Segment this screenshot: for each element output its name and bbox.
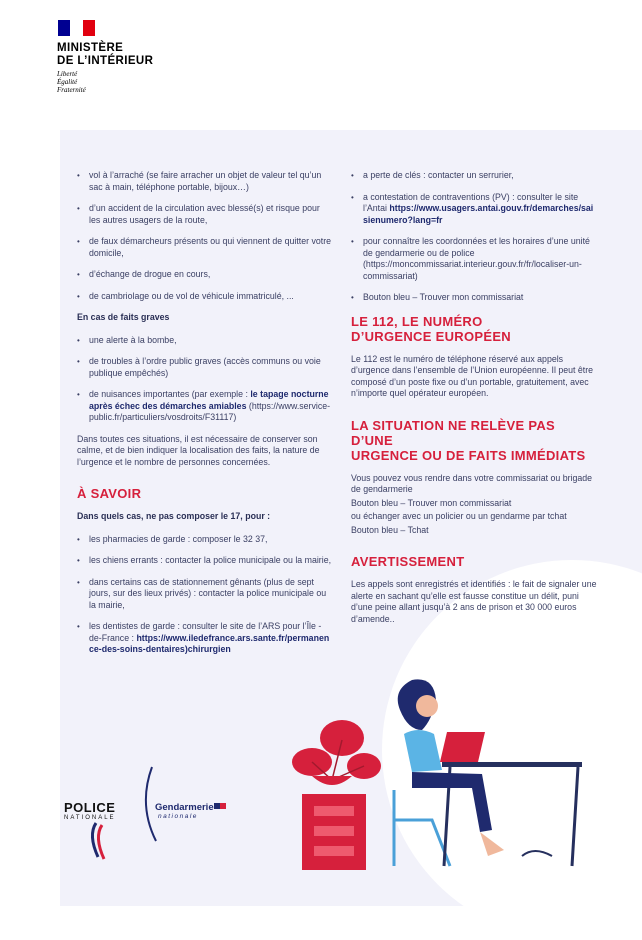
emergency-cases-list [77, 170, 332, 302]
police-logo-line-1: POLICE [64, 800, 116, 815]
heading-non-urgent [351, 418, 597, 463]
list-item: • d’échange de drogue en cours, [77, 269, 332, 281]
list-item: • de troubles à l’ordre public graves (accès communs ou voie publique empêchés) [77, 356, 332, 379]
list-item: • de cambriolage ou de vol de véhicule immatriculé, ... [77, 291, 332, 303]
gendarmerie-logo-line-1: Gendarmerie [155, 802, 214, 813]
heading-non-urgent-line-2: URGENCE OU DE FAITS IMMÉDIATS [351, 447, 586, 463]
woman-at-desk-illustration [282, 670, 602, 870]
laptop [440, 732, 485, 762]
list-item: • de faux démarcheurs présents ou qui viennent de quitter votre domicile, [77, 236, 332, 259]
list-item: • d’un accident de la circulation avec blessé(s) et risque pour les autres usagers de la route, [77, 203, 332, 226]
chat-text: ou échanger avec un policier ou un gendarme par tchat [351, 511, 567, 521]
list-item: • vol à l’arraché (se faire arracher un objet de valeur tel qu’un sac à main, téléphone portable, bijoux…) [77, 170, 332, 193]
list-item-text: les dentistes de garde : consulter le site de l’ARS pour l’Île -de-France : [89, 621, 322, 643]
list-item: • les pharmacies de garde : composer le 32 37, [77, 534, 332, 546]
list-item: • a perte de clés : contacter un serrurier, [351, 170, 597, 182]
warning-paragraph: Les appels sont enregistrés et identifiés : le fait de signaler une alerte en sachant qu’elle est fausse constitue un délit, puni d’une peine allant jusqu’à 2 ans de prison et 30 000 euros d’amende.. [351, 579, 597, 624]
gendarmerie-logo [138, 765, 238, 845]
antai-link[interactable]: https://www.usagers.antai.gouv.fr/demarches/saisienumero?lang=fr [363, 203, 594, 225]
ministry-line-2: DE L’INTÉRIEUR [57, 55, 154, 67]
grave-facts-title: En cas de faits graves [77, 312, 170, 322]
motto-liberte: Liberté [57, 70, 78, 78]
list-item: • Bouton bleu – Trouver mon commissariat [351, 292, 597, 304]
heading-112-line-2: D’URGENCE EUROPÉEN [351, 328, 511, 344]
ars-link[interactable]: https://www.iledefrance.ars.sante.fr/permanence-des-soins-dentaires)chirurgien [89, 632, 330, 654]
police-nationale-logo [64, 800, 128, 866]
list-item [351, 192, 597, 227]
list-item: • dans certains cas de stationnement gênants (plus de sept jours, sur des lieux privés) : contacter la police municipale ou la mairie, [77, 577, 332, 612]
list-item [77, 389, 332, 424]
french-flag-icon [58, 20, 95, 36]
other-cases-list [351, 170, 597, 304]
not-17-list [77, 534, 332, 656]
heading-112-line-1: LE 112, LE NUMÉRO [351, 313, 483, 329]
heading-112 [351, 314, 597, 344]
desk [442, 762, 582, 767]
right-column [351, 170, 597, 643]
chat-button-text: Bouton bleu – Tchat [351, 524, 429, 535]
police-flag-swoosh-icon [78, 821, 128, 861]
republic-motto [57, 70, 153, 94]
list-item-bold: le tapage nocturne après échec des démarches amiables [89, 389, 329, 411]
ministry-name [57, 42, 153, 68]
list-item [77, 621, 332, 656]
chair [394, 790, 450, 866]
list-item: • pour connaître les coordonnées et les horaires d’une unité de gendarmerie ou de police (https://moncommissariat.interieur.gouv.fr/fr/localiser-un-commissariat) [351, 236, 597, 282]
police-logo-line-2: NATIONALE [64, 815, 116, 821]
ministry-header [57, 20, 153, 94]
motto-egalite: Égalité [57, 78, 78, 86]
gendarmerie-logo-line-2: nationale [158, 813, 198, 820]
warning-heading: AVERTISSEMENT [351, 554, 465, 569]
list-item-text: a contestation de contraventions (PV) : consulter le site l’Antai [363, 191, 579, 213]
non-urgent-block [351, 473, 597, 537]
list-item-text: de nuisances importantes (par exemple : [89, 389, 251, 399]
heading-non-urgent-line-1: LA SITUATION NE RELÈVE PAS D’UNE [351, 417, 556, 448]
list-item: • une alerte à la bombe, [77, 335, 332, 347]
grave-facts-list [77, 335, 332, 424]
situations-paragraph: Dans toutes ces situations, il est nécessaire de conserver son calme, et de bien indiquer la localisation des faits, la nature de l’urgence et le nombre de personnes concernées. [77, 433, 320, 467]
non-urgent-text: Vous pouvez vous rendre dans votre commissariat ou brigade de gendarmerie [351, 472, 593, 494]
paragraph-112: Le 112 est le numéro de téléphone réservé aux appels d’urgence dans l’ensemble de l’Union européenne. Il peut être composé d’un poste fixe ou d’un portable, gratuitement, avec n’importe quel opérateur européen. [351, 353, 594, 398]
motto-fraternite: Fraternité [57, 86, 86, 94]
find-commissariat-button-text: Bouton bleu – Trouver mon commissariat [351, 497, 512, 508]
a-savoir-subtitle: Dans quels cas, ne pas composer le 17, pour : [77, 511, 271, 521]
list-item: • les chiens errants : contacter la police municipale ou la mairie, [77, 555, 332, 567]
service-public-link[interactable]: (https://www.service-public.fr/particuliers/vosdroits/F31117) [89, 400, 331, 422]
plant-illustration [292, 720, 381, 785]
a-savoir-heading: À SAVOIR [77, 486, 142, 501]
ministry-line-1: MINISTÈRE [57, 42, 124, 54]
left-column [77, 170, 332, 666]
